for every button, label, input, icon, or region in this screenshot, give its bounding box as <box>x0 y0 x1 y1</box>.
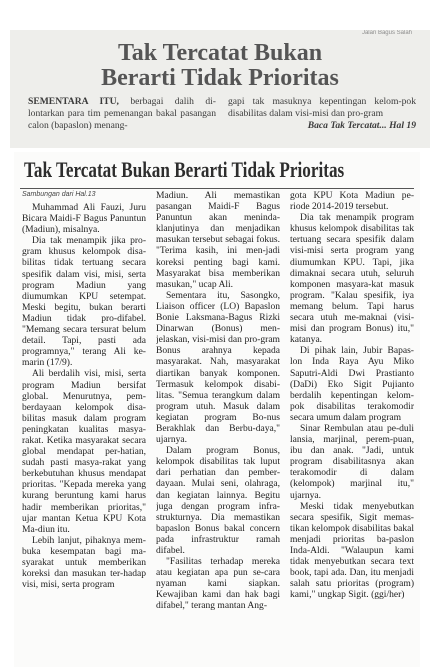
paragraph: Lebih lanjut, pihaknya mem-buka kesempatan bagi ma-syarakat untuk memberikan koreksi dan masukan ter-hadap visi, misi, serta program <box>22 534 146 591</box>
article-headline: Tak Tercatat Bukan Berarti Tidak Prioritas <box>24 157 345 182</box>
paragraph: Dia tak menampik program khusus kelompok disabilitas tak tertuang secara spesifik dalam visi-misi serta program yang diumumkan KPU. Tapi, jika dimaknai secara utuh, seluruh komponen masyara-kat masuk program. "Kalau spesifik, iya memang belum. Tapi harus secara utuh me-maknai (visi-misi dan program Bonus) itu," katanya. <box>290 212 414 346</box>
paragraph: Muhammad Ali Fauzi, Juru Bicara Maidi-F Bagus Panuntun (Madiun), misalnya. <box>22 202 146 236</box>
continued-from-label: Sambungan dari Hal.13 <box>22 191 96 198</box>
teaser-body <box>28 96 416 146</box>
paragraph: Meski tidak menyebutkan secara spesifik, Sigit memas-tikan kelompok disabilitas bakal menjadi prioritas ba-paslon Inda-Aldi. "Walaupun kami tidak menyebutkan secara text book, tapi ada. Dan, itu menjadi salah satu prioritas (program) kami," ungkap Sigit. (ggi/her) <box>290 500 414 601</box>
teaser-jump-link: Baca Tak Tercatat... Hal 19 <box>307 120 416 132</box>
teaser-headline-line2: Berarti Tidak Prioritas <box>101 65 339 91</box>
teaser-caption <box>10 30 430 37</box>
article-columns <box>22 190 414 664</box>
paragraph: Madiun. Ali memastikan pasangan Maidi-F Bagus Panuntun akan meninda-klanjutinya dan menjadikan masukan tersebut sebagai fokus. "Terima kasih, ini men-jadi koreksi penting bagi kami. Masyarakat bisa memberikan masukan," ucap Ali. <box>156 190 280 290</box>
teaser-headline-line1: Tak Tercatat Bukan <box>117 40 323 66</box>
teaser-column-2 <box>228 96 416 146</box>
paragraph: Ali berdalih visi, misi, serta program Madiun bersifat global. Menurutnya, pem-berdayaan kelompok disa-bilitas masuk dalam program peningkatan kualitas masya-rakat. Ketika masyarakat secara global mendapat per-hatian, sudah pasti masya-rakat yang berkebutuhan khusus mendapat prioritas. "Kepada mereka yang kurang beruntung kami harus hadir memberikan prioritas," ujar mantan Ketua KPU Kota Ma-diun itu. <box>22 368 146 535</box>
paragraph: Dalam program Bonus, kelompok disabilitas tak luput dari perhatian dan pember-dayaan. Mulai seni, olahraga, dan kegiatan lainnya. Begitu juga dengan program infra-strukturnya. Dia memastikan bapaslon Bonus bakal concern pada infrastruktur ramah difabel. <box>156 445 280 556</box>
article-column-2 <box>156 190 280 664</box>
teaser-column-1 <box>28 96 216 146</box>
teaser-column-1-text: berbagai dalih di-lontarkan para tim pemenangan bakal pasangan calon (bapaslon) menang- <box>28 96 216 132</box>
paragraph: Dia tak menampik jika pro-gram khusus kelompok disa-bilitas tidak tertuang secara spesifik dalam visi, misi, serta program Madiun yang diumumkan KPU setempat. Meski begitu, bukan berarti Madiun tidak pro-difabel. "Memang secara tersurat belum detail. Tapi, pasti ada programnya," terang Ali ke-marin (17/9). <box>22 235 146 369</box>
teaser-column-2-text: gapi tak masuknya kepentingan kelom-pok disabilitas dalam visi-misi dan pro-gram <box>228 96 416 120</box>
article-column-3 <box>290 190 414 664</box>
paragraph: gota KPU Kota Madiun pe-riode 2014-2019 tersebut. <box>290 190 414 213</box>
teaser-clipping <box>10 30 430 148</box>
article-clipping <box>14 152 420 667</box>
paragraph: Sementara itu, Sasongko, Liaison officer (LO) Bapaslon Bonie Laksmana-Bagus Rizki Dinarwan (Bonus) men-jelaskan, visi-misi dan pro-gram Bonus arahnya kepada masyarakat. Nah, masyarakat diartikan banyak komponen. Termasuk kelompok disabi-litas. "Semua terangkum dalam program utuh. Masuk dalam kegiatan program Bo-nus Berakhlak dan Berbu-daya," ujarnya. <box>156 289 280 446</box>
paragraph: Di pihak lain, Jubir Bapas-lon Inda Raya Ayu Miko Saputri-Aldi Dwi Prastianto (DaDi) Eko Sigit Pujianto berdalih kepentingan kelom-pok disabilitas terakomodir secara umum dalam program <box>290 345 414 423</box>
headline-divider <box>20 188 414 189</box>
teaser-lead: SEMENTARA ITU, <box>28 96 119 107</box>
article-column-1 <box>22 190 146 664</box>
paragraph: "Fasilitas terhadap mereka atau kegiatan apa pun se-cara nyaman kami siapkan. Kewajiban kami dan hak bagi difabel," terang mantan Ang- <box>156 556 280 612</box>
teaser-caption-right: Jalan Bagus Salah <box>361 30 412 36</box>
teaser-headline <box>10 41 430 91</box>
paragraph: Sinar Rembulan atau pe-duli lansia, marjinal, perem-puan, ibu dan anak. "Jadi, untuk program disabilitasnya akan terakomodir di dalam (kelompok) marjinal itu," ujarnya. <box>290 422 414 501</box>
